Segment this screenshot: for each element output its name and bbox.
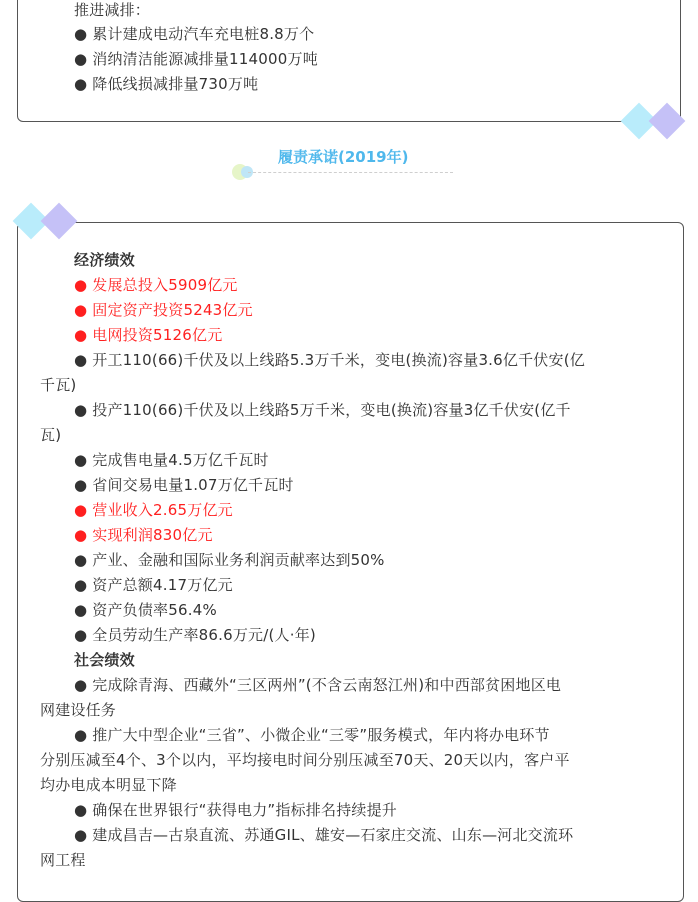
list-item-continuation: 瓦) <box>40 426 62 444</box>
top-list-item: ● 消纳清洁能源减排量114000万吨 <box>74 50 318 68</box>
top-list-item: ● 累计建成电动汽车充电桩8.8万个 <box>74 25 315 43</box>
list-item: ● 确保在世界银行“获得电力”指标排名持续提升 <box>74 801 398 819</box>
social-heading: 社会绩效 <box>74 651 135 669</box>
list-item: ● 电网投资5126亿元 <box>74 326 223 344</box>
list-item: ● 实现利润830亿元 <box>74 526 213 544</box>
list-item: ● 投产110(66)千伏及以上线路5万千米，变电(换流)容量3亿千伏安(亿千 <box>74 401 571 419</box>
list-item: ● 营业收入2.65万亿元 <box>74 501 233 519</box>
top-section-heading: 推进减排： <box>74 1 151 19</box>
list-item: ● 省间交易电量1.07万亿千瓦时 <box>74 476 294 494</box>
list-item: ● 发展总投入5909亿元 <box>74 276 238 294</box>
list-item: ● 产业、金融和国际业务利润贡献率达到50% <box>74 551 385 569</box>
list-item: ● 固定资产投资5243亿元 <box>74 301 253 319</box>
list-item: ● 资产总额4.17万亿元 <box>74 576 233 594</box>
section-title: 履责承诺(2019年) <box>278 148 409 166</box>
title-underline <box>248 172 453 173</box>
list-item-continuation: 千瓦) <box>40 376 77 394</box>
economic-heading: 经济绩效 <box>74 251 135 269</box>
list-item-continuation: 网建设任务 <box>40 701 117 719</box>
list-item: ● 完成售电量4.5万亿千瓦时 <box>74 451 269 469</box>
list-item: ● 建成昌吉—古泉直流、苏通GIL、雄安—石家庄交流、山东—河北交流环 <box>74 826 574 844</box>
top-list-item: ● 降低线损减排量730万吨 <box>74 75 259 93</box>
list-item-continuation: 分别压减至4个、3个以内，平均接电时间分别压减至70天、20天以内，客户平 <box>40 751 570 769</box>
list-item: ● 推广大中型企业“三省”、小微企业“三零”服务模式，年内将办电环节 <box>74 726 550 744</box>
list-item-continuation: 均办电成本明显下降 <box>40 776 177 794</box>
list-item: ● 全员劳动生产率86.6万元/(人·年) <box>74 626 316 644</box>
list-item: ● 开工110(66)千伏及以上线路5.3万千米，变电(换流)容量3.6亿千伏安(亿 <box>74 351 585 369</box>
list-item: ● 资产负债率56.4% <box>74 601 217 619</box>
list-item-continuation: 网工程 <box>40 851 86 869</box>
list-item: ● 完成除青海、西藏外“三区两州”(不含云南怒江州)和中西部贫困地区电 <box>74 676 562 694</box>
